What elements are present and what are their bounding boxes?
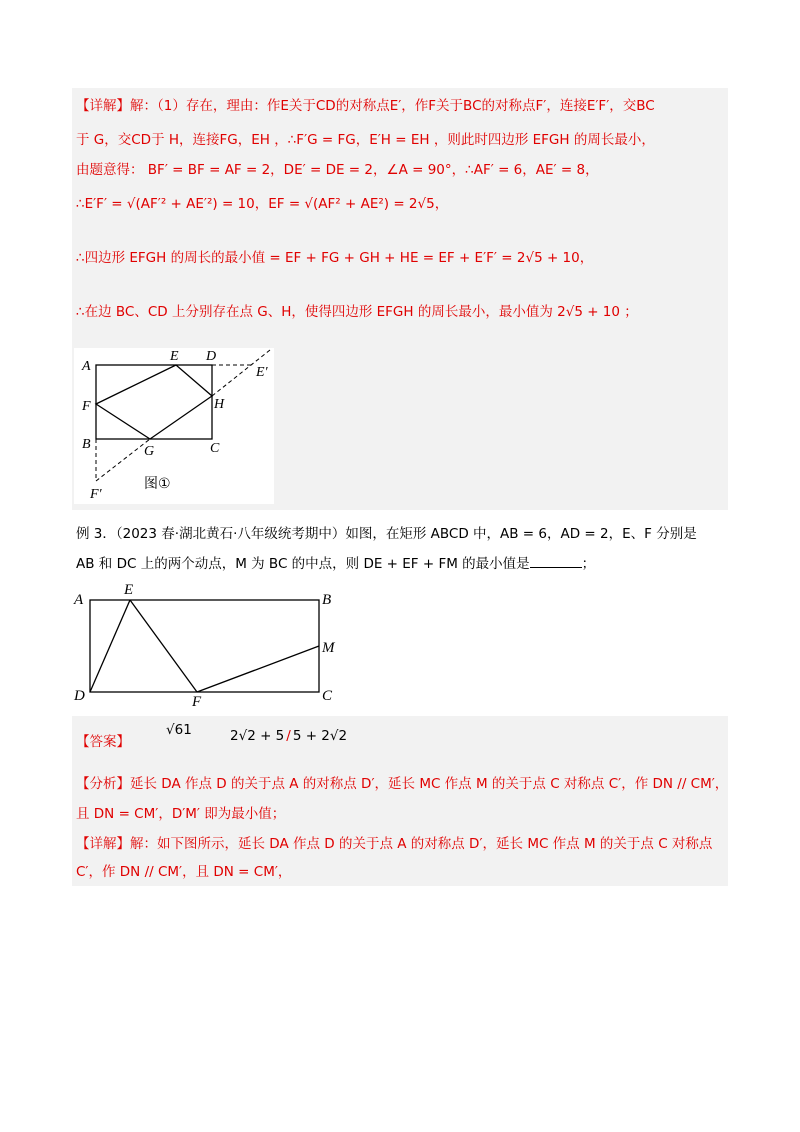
label-F: F (82, 399, 91, 414)
figure-1 (74, 348, 274, 504)
label-H: H (214, 397, 225, 412)
solution-line-3: 由题意得： BF′ = BF = AF = 2，DE′ = DE = 2，∠A = 90°，∴AF′ = 6，AE′ = 8， (76, 162, 599, 178)
example-3-line-2-end: ； (581, 556, 596, 572)
label-E-2: E (124, 582, 134, 598)
answer-separator: / (286, 728, 291, 744)
label-B: B (82, 437, 91, 452)
detail-line-1: 【详解】解：如下图所示，延长 DA 作点 D 的关于点 A 的对称点 D′，延长 MC 作点 M 的关于点 C 对称点 (76, 836, 713, 852)
example-3-line-2 (76, 554, 595, 574)
answer-value-3-text: 5 + 2√2 (292, 728, 348, 744)
analysis-line-2: 且 DN = CM′，D′M′ 即为最小值； (76, 806, 286, 822)
label-M-2: M (322, 640, 335, 656)
example-3-line-1: 例 3．（2023 春·湖北黄石·八年级统考期中）如图，在矩形 ABCD 中，AB = 6，AD = 2，E、F 分别是 (76, 526, 697, 542)
label-G: G (144, 444, 155, 459)
answer-value-1: √61 (166, 722, 192, 738)
label-D-2: D (74, 688, 85, 704)
detail-line-2: C′，作 DN // CM′，且 DN = CM′， (76, 864, 292, 880)
label-B-2: B (322, 592, 332, 608)
solution-line-4: ∴E′F′ = √(AF′² + AE′²) = 10，EF = √(AF² + AE²) = 2√5， (76, 196, 449, 212)
answer-block (72, 716, 728, 886)
label-A: A (82, 359, 91, 374)
segment-FM (197, 646, 319, 692)
label-A-2: A (74, 592, 84, 608)
answer-blank (530, 554, 582, 568)
answer-value-2-text: 2√2 + 5 (230, 728, 285, 744)
label-D: D (206, 349, 217, 364)
segment-DE (90, 600, 130, 692)
segment-EF (130, 600, 197, 692)
solution-line-1: 【详解】解：（1）存在，理由：作E关于CD的对称点E′，作F关于BC的对称点F′，连接E′F′，交BC (76, 98, 655, 114)
example-3-line-2-text: AB 和 DC 上的两个动点，M 为 BC 的中点，则 DE + EF + FM 的最小值是 (76, 556, 530, 572)
solution-line-2: 于 G，交CD于 H，连接FG，EH ，∴F′G = FG，E′H = EH ，则此时四边形 EFGH 的周长最小， (76, 132, 655, 148)
figure-2 (70, 582, 350, 710)
label-F-2: F (192, 694, 202, 710)
label-F-prime: F′ (90, 487, 102, 502)
figure-1-caption: 图① (144, 476, 171, 492)
label-C: C (210, 441, 220, 456)
answer-tag: 【答案】 (76, 734, 130, 750)
label-E: E (170, 349, 179, 364)
analysis-line-1: 【分析】延长 DA 作点 D 的关于点 A 的对称点 D′，延长 MC 作点 M 的关于点 C 对称点 C′，作 DN // CM′， (76, 776, 729, 792)
figure-1-background (74, 348, 274, 504)
label-C-2: C (322, 688, 333, 704)
label-E-prime: E′ (256, 365, 268, 380)
solution-line-6: ∴在边 BC、CD 上分别存在点 G、H，使得四边形 EFGH 的周长最小，最小值为 2√5 + 10 ； (76, 304, 638, 320)
solution-line-5: ∴四边形 EFGH 的周长的最小值 = EF + FG + GH + HE = EF + E′F′ = 2√5 + 10， (76, 250, 594, 266)
answer-value-2 (230, 726, 347, 746)
